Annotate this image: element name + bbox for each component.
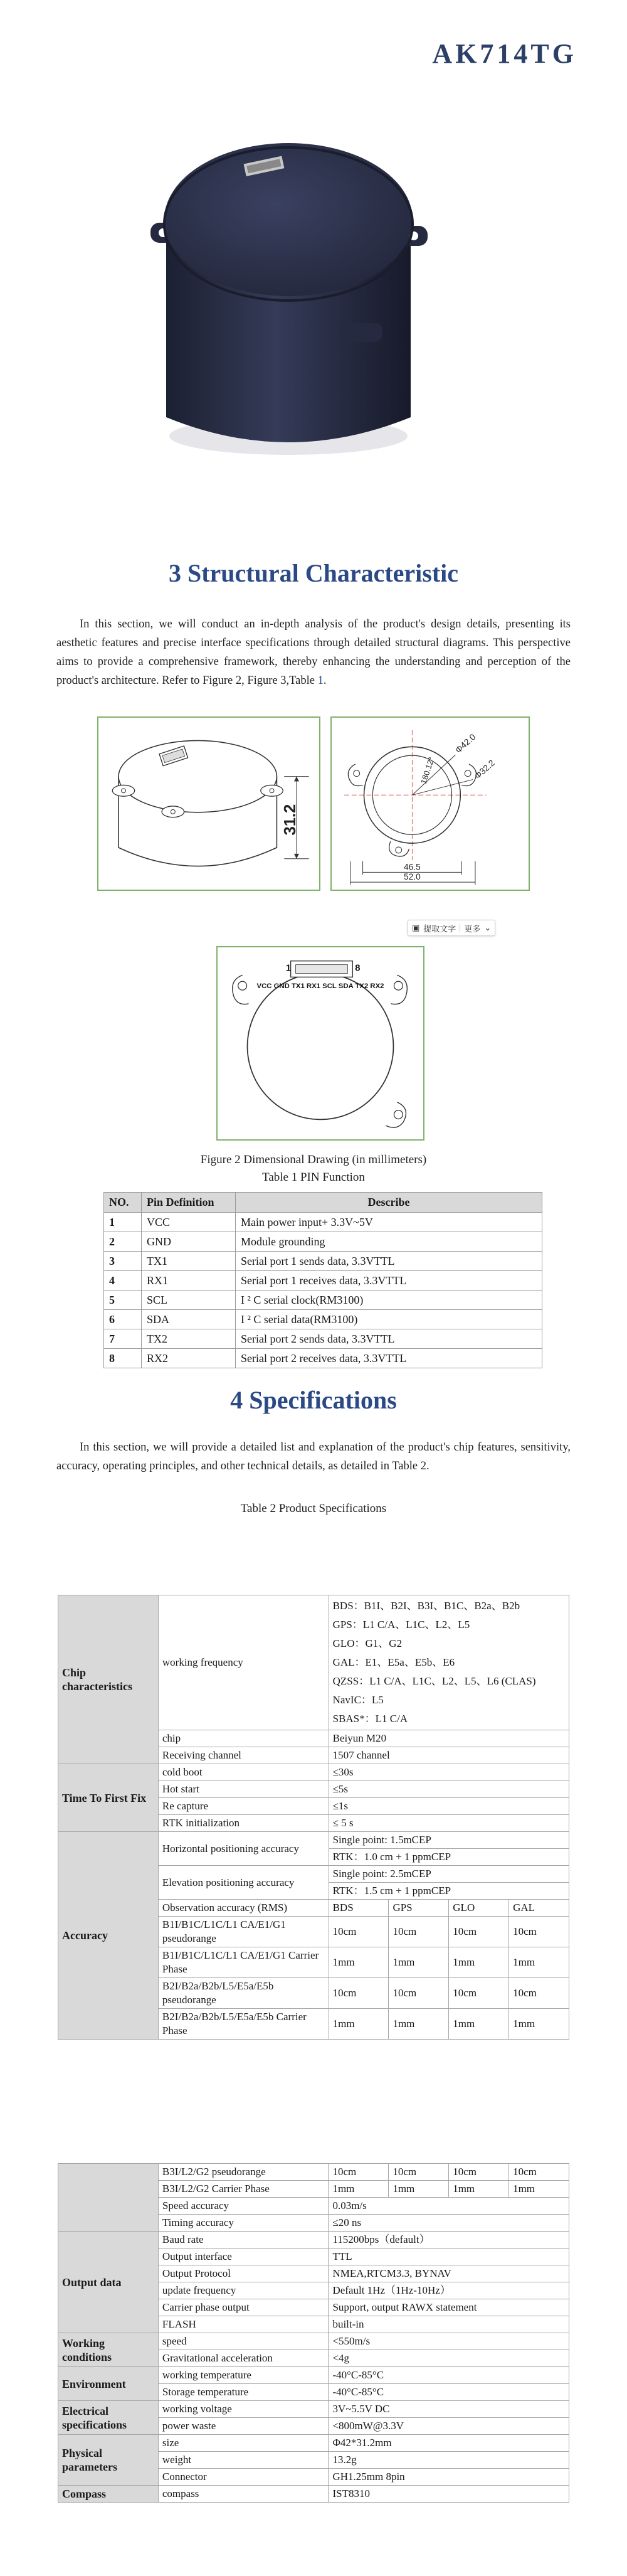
table-row [58, 1595, 569, 1730]
frequency-band-line: QZSS：L1 C/A、L1C、L2、L5、L6 (CLAS) [332, 1675, 536, 1687]
table-row [58, 1832, 569, 1849]
table-row [104, 1232, 542, 1252]
output-label: Output interface [158, 2249, 329, 2265]
elevation-accuracy-rtk: RTK：1.5 cm + 1 ppmCEP [329, 1883, 569, 1900]
width-46-label: 46.5 [404, 862, 421, 872]
obs-cell: 10cm [509, 1917, 569, 1947]
electrical-value: 3V~5.5V DC [329, 2401, 569, 2418]
physical-label: Connector [158, 2469, 329, 2486]
ttff-value: ≤5s [329, 1781, 569, 1798]
pin-describe-cell: Serial port 1 receives data, 3.3VTTL [236, 1271, 542, 1291]
product-photo [138, 116, 439, 467]
output-value: 115200bps（default） [329, 2232, 569, 2249]
obs-cell: 10cm [449, 2164, 509, 2181]
output-label: FLASH [158, 2316, 329, 2333]
timing-accuracy-label: Timing accuracy [158, 2215, 329, 2232]
chip-label: chip [158, 1730, 329, 1747]
receiving-channel-label: Receiving channel [158, 1747, 329, 1764]
more-button[interactable]: 更多 [464, 924, 481, 934]
obs-cell: 1mm [329, 1947, 389, 1978]
working-category: Working conditions [58, 2333, 159, 2367]
pin-number-cell: 4 [104, 1271, 142, 1291]
table-row [104, 1252, 542, 1271]
spec-table-part-1 [58, 1595, 569, 2040]
section-4-paragraph: In this section, we will provide a detailed list and explanation of the product's chip features, sensitivity, accuracy, operating principles, and other technical details, as detailed in Table 2. [56, 1441, 571, 1472]
obs-cell: 1mm [389, 1947, 449, 1978]
obs-cell: 10cm [329, 1978, 389, 2009]
table-row [58, 2401, 569, 2418]
pin-number-cell: 2 [104, 1232, 142, 1252]
ttff-label: Hot start [158, 1781, 329, 1798]
obs-header-gps: GPS [389, 1900, 449, 1917]
table-row [58, 1764, 569, 1781]
pin-describe-cell: Main power input+ 3.3V~5V [236, 1213, 542, 1232]
table-row [58, 2232, 569, 2249]
obs-row-label: B1I/B1C/L1C/L1 CA/E1/G1 pseudorange [158, 1917, 329, 1947]
obs-header-gal: GAL [509, 1900, 569, 1917]
section-3-heading: 3 Structural Characteristic [168, 559, 459, 587]
obs-row-label: B1I/B1C/L1C/L1 CA/E1/G1 Carrier Phase [158, 1947, 329, 1978]
pin-definition-cell: RX1 [142, 1271, 236, 1291]
table-row [104, 1271, 542, 1291]
horizontal-accuracy-single: Single point: 1.5mCEP [329, 1832, 569, 1849]
header-describe: Describe [236, 1193, 542, 1213]
section-3-paragraph: In this section, we will conduct an in-depth analysis of the product's design details, presenting its aesthetic features and precise interface specifications through detailed structural diagrams. This perspective aims to provide a comprehensive framework, thereby enhancing the understanding and perception of the product's architecture. Refer to Figure 2, Figure 3,Table 1. [56, 618, 571, 687]
frequency-band-line: GLO：G1、G2 [332, 1637, 403, 1649]
electrical-category: Electrical specifications [58, 2401, 159, 2435]
b3-pseudorange-label: B3I/L2/G2 pseudorange [158, 2164, 329, 2181]
working-frequency-label: working frequency [158, 1595, 329, 1730]
header-no: NO. [104, 1193, 142, 1213]
physical-label: size [158, 2435, 329, 2452]
obs-cell: 1mm [329, 2181, 389, 2198]
output-label: Carrier phase output [158, 2299, 329, 2316]
pin-function-table [103, 1192, 542, 1368]
pin-definition-cell: TX1 [142, 1252, 236, 1271]
output-value: Support, output RAWX statement [329, 2299, 569, 2316]
physical-label: weight [158, 2452, 329, 2469]
obs-cell: 1mm [389, 2009, 449, 2040]
width-52-label: 52.0 [404, 872, 421, 882]
obs-cell: 10cm [449, 1978, 509, 2009]
environment-label: Storage temperature [158, 2384, 329, 2401]
pin-number-cell: 1 [104, 1213, 142, 1232]
working-frequency-value [329, 1595, 569, 1730]
obs-cell: 10cm [329, 2164, 389, 2181]
output-label: update frequency [158, 2282, 329, 2299]
output-category: Output data [58, 2232, 159, 2333]
table-row [104, 1329, 542, 1349]
compass-category: Compass [58, 2486, 159, 2503]
observation-accuracy-label: Observation accuracy (RMS) [158, 1900, 329, 1917]
output-value: TTL [329, 2249, 569, 2265]
table-row [58, 2164, 569, 2181]
obs-cell: 10cm [389, 1917, 449, 1947]
text-extract-popup[interactable] [408, 920, 495, 936]
obs-cell: 10cm [329, 1917, 389, 1947]
environment-label: working temperature [158, 2367, 329, 2384]
b3-carrier-label: B3I/L2/G2 Carrier Phase [158, 2181, 329, 2198]
ttff-label: Re capture [158, 1798, 329, 1815]
pin-describe-cell: Serial port 1 sends data, 3.3VTTL [236, 1252, 542, 1271]
output-label: Baud rate [158, 2232, 329, 2249]
frequency-band-line: GAL：E1、E5a、E5b、E6 [332, 1656, 455, 1668]
pin-definition-cell: VCC [142, 1213, 236, 1232]
pin-definition-cell: TX2 [142, 1329, 236, 1349]
pin-number-cell: 6 [104, 1310, 142, 1329]
table-1-caption: Table 1 PIN Function [262, 1171, 365, 1184]
obs-cell: 10cm [389, 2164, 449, 2181]
output-label: Output Protocol [158, 2265, 329, 2282]
pin-describe-cell: Serial port 2 receives data, 3.3VTTL [236, 1349, 542, 1368]
table-1-ref-link[interactable]: 1 [317, 674, 324, 687]
physical-category: Physical parameters [58, 2435, 159, 2486]
table-row [58, 2333, 569, 2350]
obs-cell: 1mm [449, 2009, 509, 2040]
document-title: AK714TG [432, 38, 577, 69]
horizontal-accuracy-label: Horizontal positioning accuracy [158, 1832, 329, 1866]
compass-value: IST8310 [329, 2486, 569, 2503]
section-4-heading: 4 Specifications [230, 1386, 397, 1414]
environment-value: -40°C-85°C [329, 2384, 569, 2401]
table-row [104, 1310, 542, 1329]
speed-accuracy-label: Speed accuracy [158, 2198, 329, 2215]
table-row [58, 2435, 569, 2452]
ttff-value: ≤ 5 s [329, 1815, 569, 1832]
obs-header-bds: BDS [329, 1900, 389, 1917]
obs-cell: 1mm [509, 2009, 569, 2040]
frequency-band-line: SBAS*：L1 C/A [332, 1713, 408, 1725]
frequency-band-line: BDS：B1I、B2I、B3I、B1C、B2a、B2b [332, 1600, 520, 1612]
ttff-label: cold boot [158, 1764, 329, 1781]
pin-table-header [104, 1193, 542, 1213]
spec-table-part-2 [58, 2163, 569, 2503]
speed-accuracy-value: 0.03m/s [329, 2198, 569, 2215]
working-value: <550m/s [329, 2333, 569, 2350]
output-value: NMEA,RTCM3.3, BYNAV [329, 2265, 569, 2282]
obs-cell: 1mm [509, 1947, 569, 1978]
environment-category: Environment [58, 2367, 159, 2401]
pin-definition-cell: GND [142, 1232, 236, 1252]
timing-accuracy-value: ≤20 ns [329, 2215, 569, 2232]
pin-definition-cell: SDA [142, 1310, 236, 1329]
pin-1-marker: 1 [285, 963, 291, 974]
text-extract-icon[interactable]: ▣ [412, 923, 420, 933]
receiving-channel-value: 1507 channel [329, 1747, 569, 1764]
pin-definition-cell: RX2 [142, 1349, 236, 1368]
ttff-value: ≤1s [329, 1798, 569, 1815]
pin-labels: VCC GND TX1 RX1 SCL SDA TX2 RX2 [256, 982, 384, 991]
elevation-accuracy-single: Single point: 2.5mCEP [329, 1866, 569, 1883]
electrical-value: <800mW@3.3V [329, 2418, 569, 2435]
environment-value: -40°C-85°C [329, 2367, 569, 2384]
horizontal-accuracy-rtk: RTK：1.0 cm + 1 ppmCEP [329, 1849, 569, 1866]
frequency-band-line: GPS：L1 C/A、L1C、L2、L5 [332, 1619, 470, 1631]
accuracy-category: Accuracy [58, 1832, 159, 2040]
pin-describe-cell: I ² C serial data(RM3100) [236, 1310, 542, 1329]
chip-value: Beiyun M20 [329, 1730, 569, 1747]
obs-cell: 10cm [509, 2164, 569, 2181]
pin-number-cell: 7 [104, 1329, 142, 1349]
frequency-band-line: NavIC：L5 [332, 1694, 384, 1706]
elevation-accuracy-label: Elevation positioning accuracy [158, 1866, 329, 1900]
outer-diameter-label: Φ42.0 [453, 732, 478, 755]
obs-cell: 10cm [449, 1917, 509, 1947]
side-view-drawing [97, 716, 320, 891]
table-row [104, 1349, 542, 1368]
compass-label: compass [158, 2486, 329, 2503]
physical-value: 13.2g [329, 2452, 569, 2469]
obs-cell: 1mm [329, 2009, 389, 2040]
table-row [58, 2367, 569, 2384]
obs-cell: 1mm [389, 2181, 449, 2198]
obs-row-label: B2I/B2a/B2b/L5/E5a/E5b pseudorange [158, 1978, 329, 2009]
header-pin-definition: Pin Definition [142, 1193, 236, 1213]
table-row [58, 2486, 569, 2503]
pin-number-cell: 8 [104, 1349, 142, 1368]
table-row [104, 1291, 542, 1310]
output-value: built-in [329, 2316, 569, 2333]
table-2-caption: Table 2 Product Specifications [240, 1502, 387, 1515]
pin-describe-cell: Module grounding [236, 1232, 542, 1252]
pin-definition-cell: SCL [142, 1291, 236, 1310]
connector-view-drawing [216, 946, 424, 1141]
table-row [104, 1213, 542, 1232]
ttff-label: RTK initialization [158, 1815, 329, 1832]
ttff-category: Time To First Fix [58, 1764, 159, 1832]
working-value: <4g [329, 2350, 569, 2367]
electrical-label: working voltage [158, 2401, 329, 2418]
pin-describe-cell: Serial port 2 sends data, 3.3VTTL [236, 1329, 542, 1349]
figure-2-caption: Figure 2 Dimensional Drawing (in millimeters) [200, 1153, 427, 1166]
inner-diameter-label: Φ32.2 [472, 758, 497, 781]
accuracy-continued-category [58, 2164, 159, 2232]
ttff-value: ≤30s [329, 1764, 569, 1781]
electrical-label: power waste [158, 2418, 329, 2435]
obs-header-glo: GLO [449, 1900, 509, 1917]
chip-category: Chip characteristics [58, 1595, 159, 1764]
obs-cell: 10cm [509, 1978, 569, 2009]
output-value: Default 1Hz（1Hz-10Hz） [329, 2282, 569, 2299]
working-label: speed [158, 2333, 329, 2350]
obs-cell: 1mm [509, 2181, 569, 2198]
pin-number-cell: 5 [104, 1291, 142, 1310]
top-view-drawing [330, 716, 530, 891]
obs-cell: 10cm [389, 1978, 449, 2009]
chevron-down-icon[interactable]: ⌄ [484, 923, 492, 933]
pin-number-cell: 3 [104, 1252, 142, 1271]
obs-row-label: B2I/B2a/B2b/L5/E5a/E5b Carrier Phase [158, 2009, 329, 2040]
pin-8-marker: 8 [355, 963, 361, 974]
extract-text-button[interactable]: 提取文字 [423, 924, 456, 934]
physical-value: GH1.25mm 8pin [329, 2469, 569, 2486]
working-label: Gravitational acceleration [158, 2350, 329, 2367]
height-dimension-label: 31.2 [281, 804, 299, 836]
pin-describe-cell: I ² C serial clock(RM3100) [236, 1291, 542, 1310]
obs-cell: 1mm [449, 1947, 509, 1978]
angle-label: 180.12° [418, 755, 436, 785]
physical-value: Φ42*31.2mm [329, 2435, 569, 2452]
obs-cell: 1mm [449, 2181, 509, 2198]
